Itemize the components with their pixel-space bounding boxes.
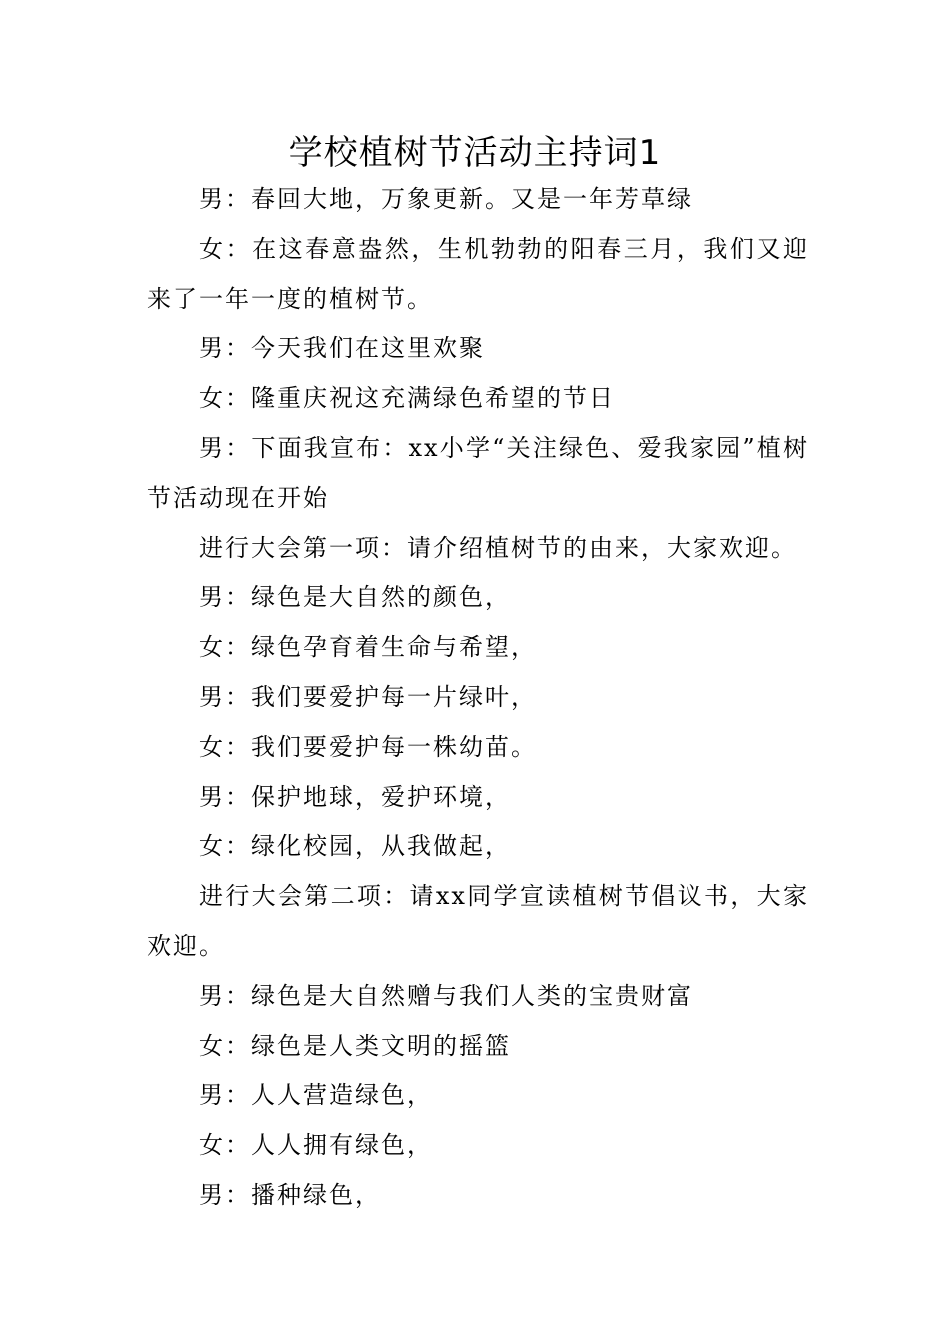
paragraph: 女：我们要爱护每一株幼苗。 bbox=[199, 732, 537, 761]
paragraph: 男：播种绿色， bbox=[199, 1180, 381, 1209]
paragraph: 男：我们要爱护每一片绿叶， bbox=[199, 682, 537, 711]
paragraph: 女：隆重庆祝这充满绿色希望的节日 bbox=[199, 384, 615, 413]
paragraph: 男：绿色是大自然的颜色， bbox=[199, 583, 511, 612]
paragraph: 女：绿化校园，从我做起， bbox=[199, 832, 511, 861]
paragraph: 男：下面我宣布：xx小学“关注绿色、爱我家园”植树节活动现在开始 bbox=[147, 433, 809, 512]
paragraph: 进行大会第二项：请xx同学宣读植树节倡议书，大家欢迎。 bbox=[147, 882, 809, 960]
document-title: 学校植树节活动主持词1 bbox=[288, 133, 662, 173]
paragraph: 男：春回大地，万象更新。又是一年芳草绿 bbox=[199, 185, 693, 213]
paragraph: 男：保护地球，爱护环境， bbox=[199, 782, 511, 811]
paragraph: 进行大会第一项：请介绍植树节的由来，大家欢迎。 bbox=[199, 533, 797, 562]
paragraph: 女：在这春意盎然，生机勃勃的阳春三月，我们又迎来了一年一度的植树节。 bbox=[147, 234, 809, 313]
paragraph: 男：人人营造绿色， bbox=[199, 1081, 433, 1110]
paragraph: 女：绿色孕育着生命与希望， bbox=[199, 633, 537, 662]
document-body bbox=[147, 175, 809, 1221]
paragraph: 男：绿色是大自然赠与我们人类的宝贵财富 bbox=[199, 981, 693, 1010]
paragraph: 男：今天我们在这里欢聚 bbox=[199, 334, 485, 363]
paragraph: 女：绿色是人类文明的摇篮 bbox=[199, 1031, 511, 1060]
paragraph: 女：人人拥有绿色， bbox=[199, 1131, 433, 1160]
